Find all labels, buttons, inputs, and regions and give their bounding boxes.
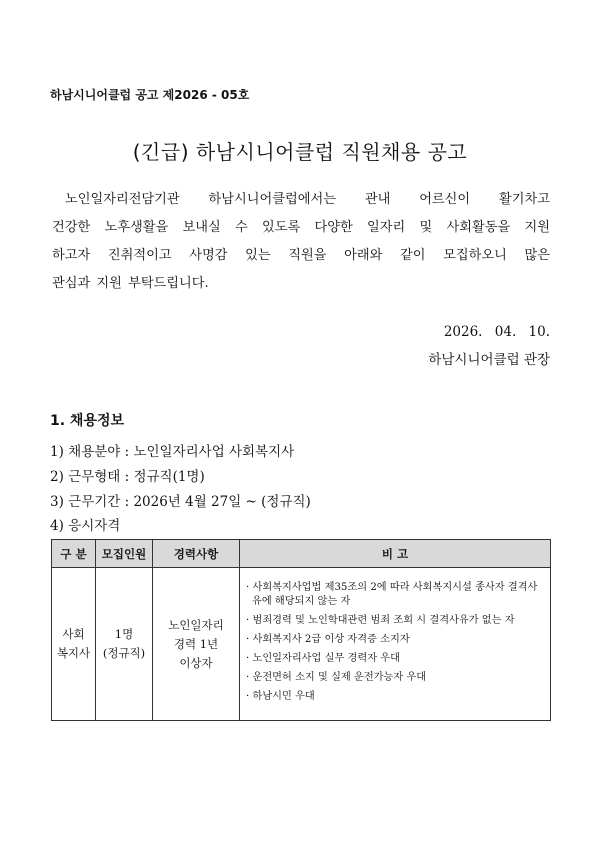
section-title: 1. 채용정보: [50, 413, 125, 429]
qualification-table: [51, 539, 551, 721]
table-header-row: [52, 540, 551, 568]
category-line: 사회: [62, 627, 85, 641]
category-line: 복지사: [56, 646, 91, 660]
table-row: [52, 568, 551, 721]
intro-line: 건강한 노후생활을 보내실 수 있도록 다양한 일자리 및 사회활동을 지원: [52, 220, 550, 235]
info-item: 4) 응시자격: [50, 518, 121, 534]
career-line: 경력 1년: [173, 636, 219, 651]
intro-line: 하고자 진취적이고 사명감 있는 직원을 아래와 같이 모집하오니 많은: [52, 248, 550, 263]
header-notes: 비 고: [240, 540, 551, 568]
page-title: (긴급) 하남시니어클럽 직원채용 공고: [132, 140, 468, 164]
note-item: · 사회복지사 2급 이상 자격증 소지자: [246, 634, 410, 645]
cell-notes: [240, 568, 551, 721]
header-count: 모집인원: [96, 540, 153, 568]
career-line: 이상자: [179, 655, 213, 670]
note-item: · 운전면허 소지 및 실제 운전가능자 우대: [246, 672, 427, 683]
cell-count: [96, 568, 153, 721]
info-item: 3) 근무기간 : 2026년 4월 27일 ~ (정규직): [50, 494, 311, 510]
intro-line: 노인일자리전담기관 하남시니어클럽에서는 관내 어르신이 활기차고: [65, 192, 550, 207]
signature: 하남시니어클럽 관장: [428, 352, 550, 368]
cell-category: [52, 568, 96, 721]
count-line: 1명: [114, 627, 134, 641]
header-career: 경력사항: [153, 540, 240, 568]
intro-line: 관심과 지원 부탁드립니다.: [52, 276, 209, 291]
note-item: · 하남시민 우대: [246, 691, 315, 702]
notice-number: 하남시니어클럽 공고 제2026 - 05호: [50, 88, 250, 102]
info-item: 2) 근무형태 : 정규직(1명): [50, 469, 205, 485]
notice-date: 2026. 04. 10.: [443, 324, 550, 340]
cell-career: [153, 568, 240, 721]
note-item: · 사회복지사업법 제35조의 2에 따라 사회복지시설 종사자 결격사유에 해당되지 않는 자: [246, 582, 538, 607]
career-line: 노인일자리: [168, 617, 224, 632]
note-item: · 범죄경력 및 노인학대관련 범죄 조회 시 결격사유가 없는 자: [246, 615, 515, 626]
header-category: 구 분: [52, 540, 96, 568]
info-item: 1) 채용분야 : 노인일자리사업 사회복지사: [50, 444, 295, 460]
count-line: (정규직): [102, 646, 146, 660]
note-item: · 노인일자리사업 실무 경력자 우대: [246, 653, 400, 664]
intro-paragraph: [52, 186, 550, 298]
